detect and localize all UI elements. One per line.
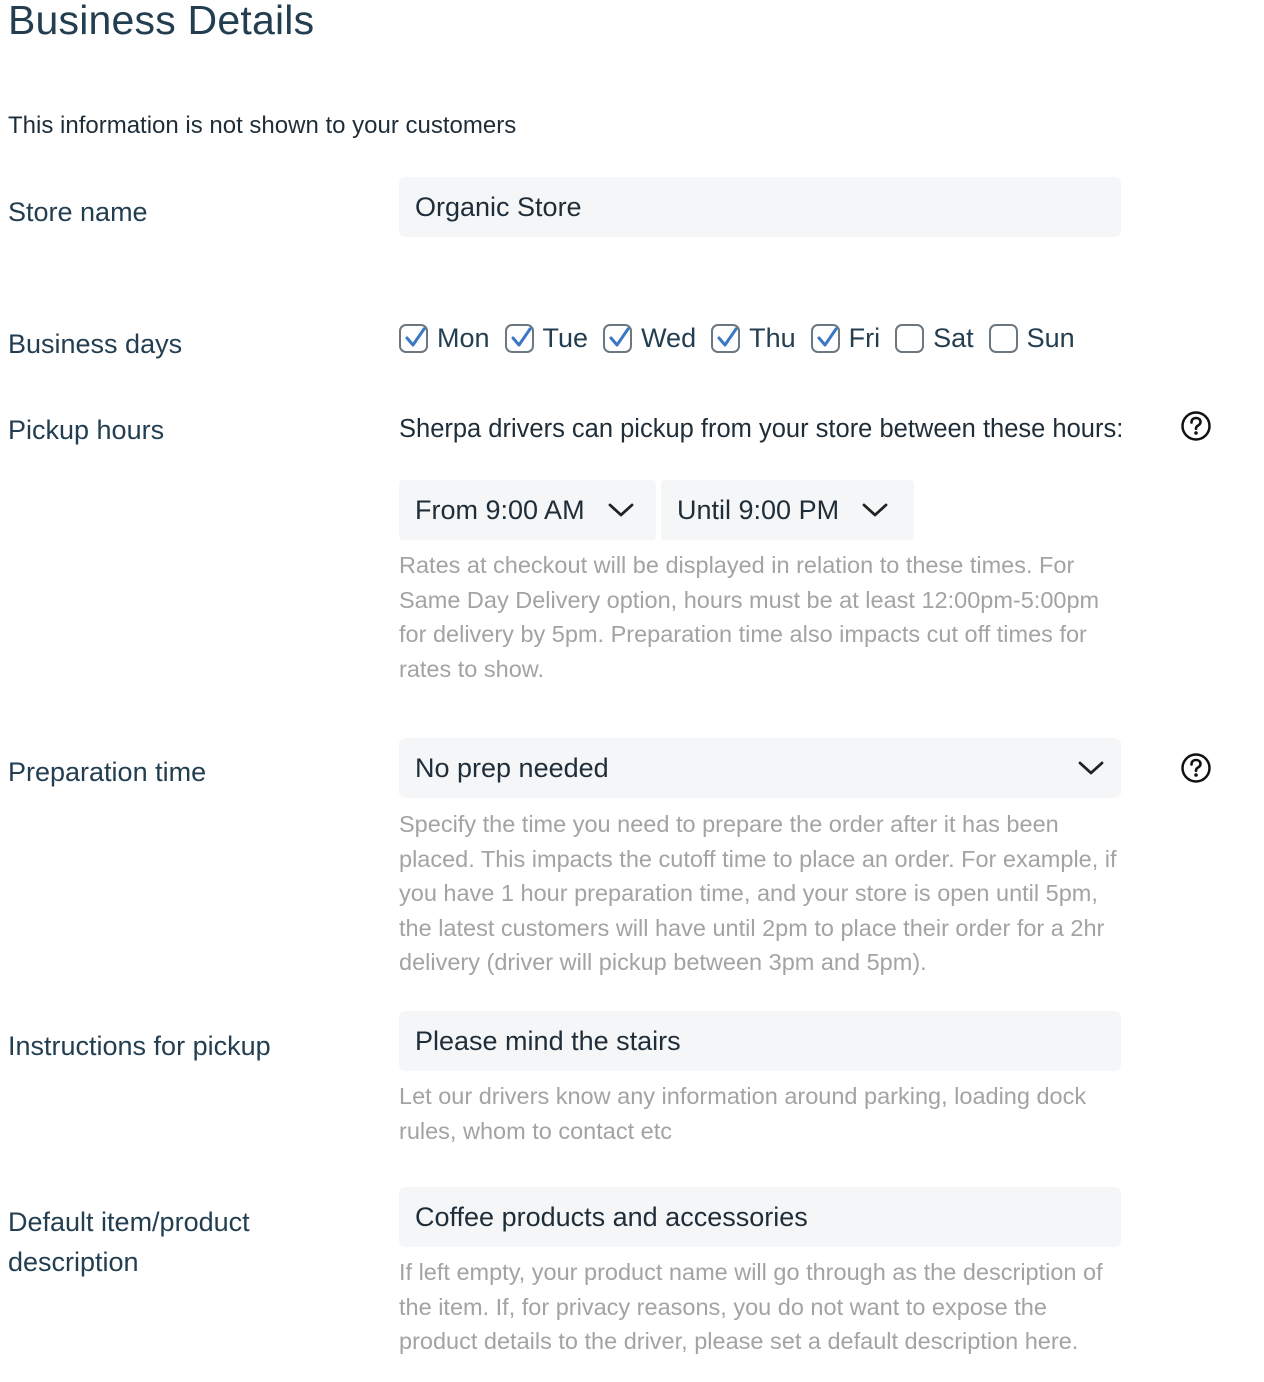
chevron-down-icon (607, 501, 635, 519)
chevron-down-icon (1077, 759, 1105, 777)
day-sat[interactable] (895, 323, 974, 354)
pickup-instructions-label: Instructions for pickup (8, 1031, 271, 1061)
checkmark-icon (607, 325, 631, 351)
chevron-down-icon (861, 501, 889, 519)
day-label-thu: Thu (749, 322, 796, 353)
preparation-time-value: No prep needed (415, 752, 609, 783)
preparation-time-hint: Specify the time you need to prepare the order after it has been placed. This impacts the cutoff time to place an order. For example, if you have 1 hour preparation time, and your store is open until 5pm, the latest customers will have until 2pm to place their order for a 2hr delivery (driver will pickup between 3pm and 5pm). (399, 811, 1117, 975)
pickup-instructions-input[interactable] (399, 1011, 1121, 1071)
checkmark-icon (715, 325, 739, 351)
day-thu[interactable] (711, 323, 796, 354)
checkbox-fri[interactable] (811, 324, 840, 353)
preparation-time-help-icon[interactable] (1180, 752, 1212, 784)
pickup-until-select[interactable] (661, 480, 914, 540)
store-name-input[interactable] (399, 177, 1121, 237)
checkbox-mon[interactable] (399, 324, 428, 353)
checkbox-sat[interactable] (895, 324, 924, 353)
day-fri[interactable] (811, 323, 880, 354)
pickup-hours-label: Pickup hours (8, 415, 165, 445)
pickup-instructions-value: Please mind the stairs (415, 1025, 681, 1056)
page-title: Business Details (8, 0, 315, 43)
default-description-label (8, 1202, 250, 1282)
day-label-fri: Fri (848, 322, 881, 353)
store-name-value: Organic Store (415, 191, 582, 222)
preparation-time-select[interactable] (399, 738, 1121, 798)
pickup-from-value: From 9:00 AM (415, 494, 585, 525)
pickup-instructions-hint: Let our drivers know any information around parking, loading dock rules, whom to contact etc (399, 1083, 1087, 1144)
checkmark-icon (509, 325, 533, 351)
page-subtitle: This information is not shown to your customers (8, 112, 517, 139)
day-mon[interactable] (399, 323, 490, 354)
day-label-wed: Wed (641, 322, 697, 353)
default-description-label-line2: description (8, 1247, 139, 1277)
checkbox-tue[interactable] (505, 324, 534, 353)
day-sun[interactable] (989, 323, 1075, 354)
day-label-sun: Sun (1026, 322, 1075, 353)
day-label-tue: Tue (542, 322, 589, 353)
store-name-label: Store name (8, 197, 148, 227)
default-description-input[interactable] (399, 1187, 1121, 1247)
default-description-label-line1: Default item/product (8, 1207, 250, 1237)
checkbox-wed[interactable] (603, 324, 632, 353)
checkbox-sun[interactable] (989, 324, 1018, 353)
business-days-group (399, 318, 1090, 358)
day-label-mon: Mon (437, 322, 490, 353)
day-wed[interactable] (603, 323, 696, 354)
pickup-until-value: Until 9:00 PM (677, 494, 840, 525)
day-tue[interactable] (505, 323, 589, 354)
default-description-hint: If left empty, your product name will go through as the description of the item. If, for privacy reasons, you do not want to expose the product details to the driver, please set a default description here. (399, 1259, 1103, 1354)
business-days-label: Business days (8, 329, 183, 359)
preparation-time-label: Preparation time (8, 757, 207, 787)
checkmark-icon (403, 325, 427, 351)
pickup-hours-hint: Rates at checkout will be displayed in relation to these times. For Same Day Delivery option, hours must be at least 12:00pm-5:00pm for delivery by 5pm. Preparation time also impacts cut off times for rates to show. (399, 552, 1100, 682)
pickup-hours-description: Sherpa drivers can pickup from your store between these hours: (399, 415, 1124, 443)
day-label-sat: Sat (933, 322, 974, 353)
pickup-from-select[interactable] (399, 480, 656, 540)
default-description-value: Coffee products and accessories (415, 1201, 808, 1232)
checkbox-thu[interactable] (711, 324, 740, 353)
pickup-hours-help-icon[interactable] (1180, 410, 1212, 442)
checkmark-icon (815, 325, 839, 351)
